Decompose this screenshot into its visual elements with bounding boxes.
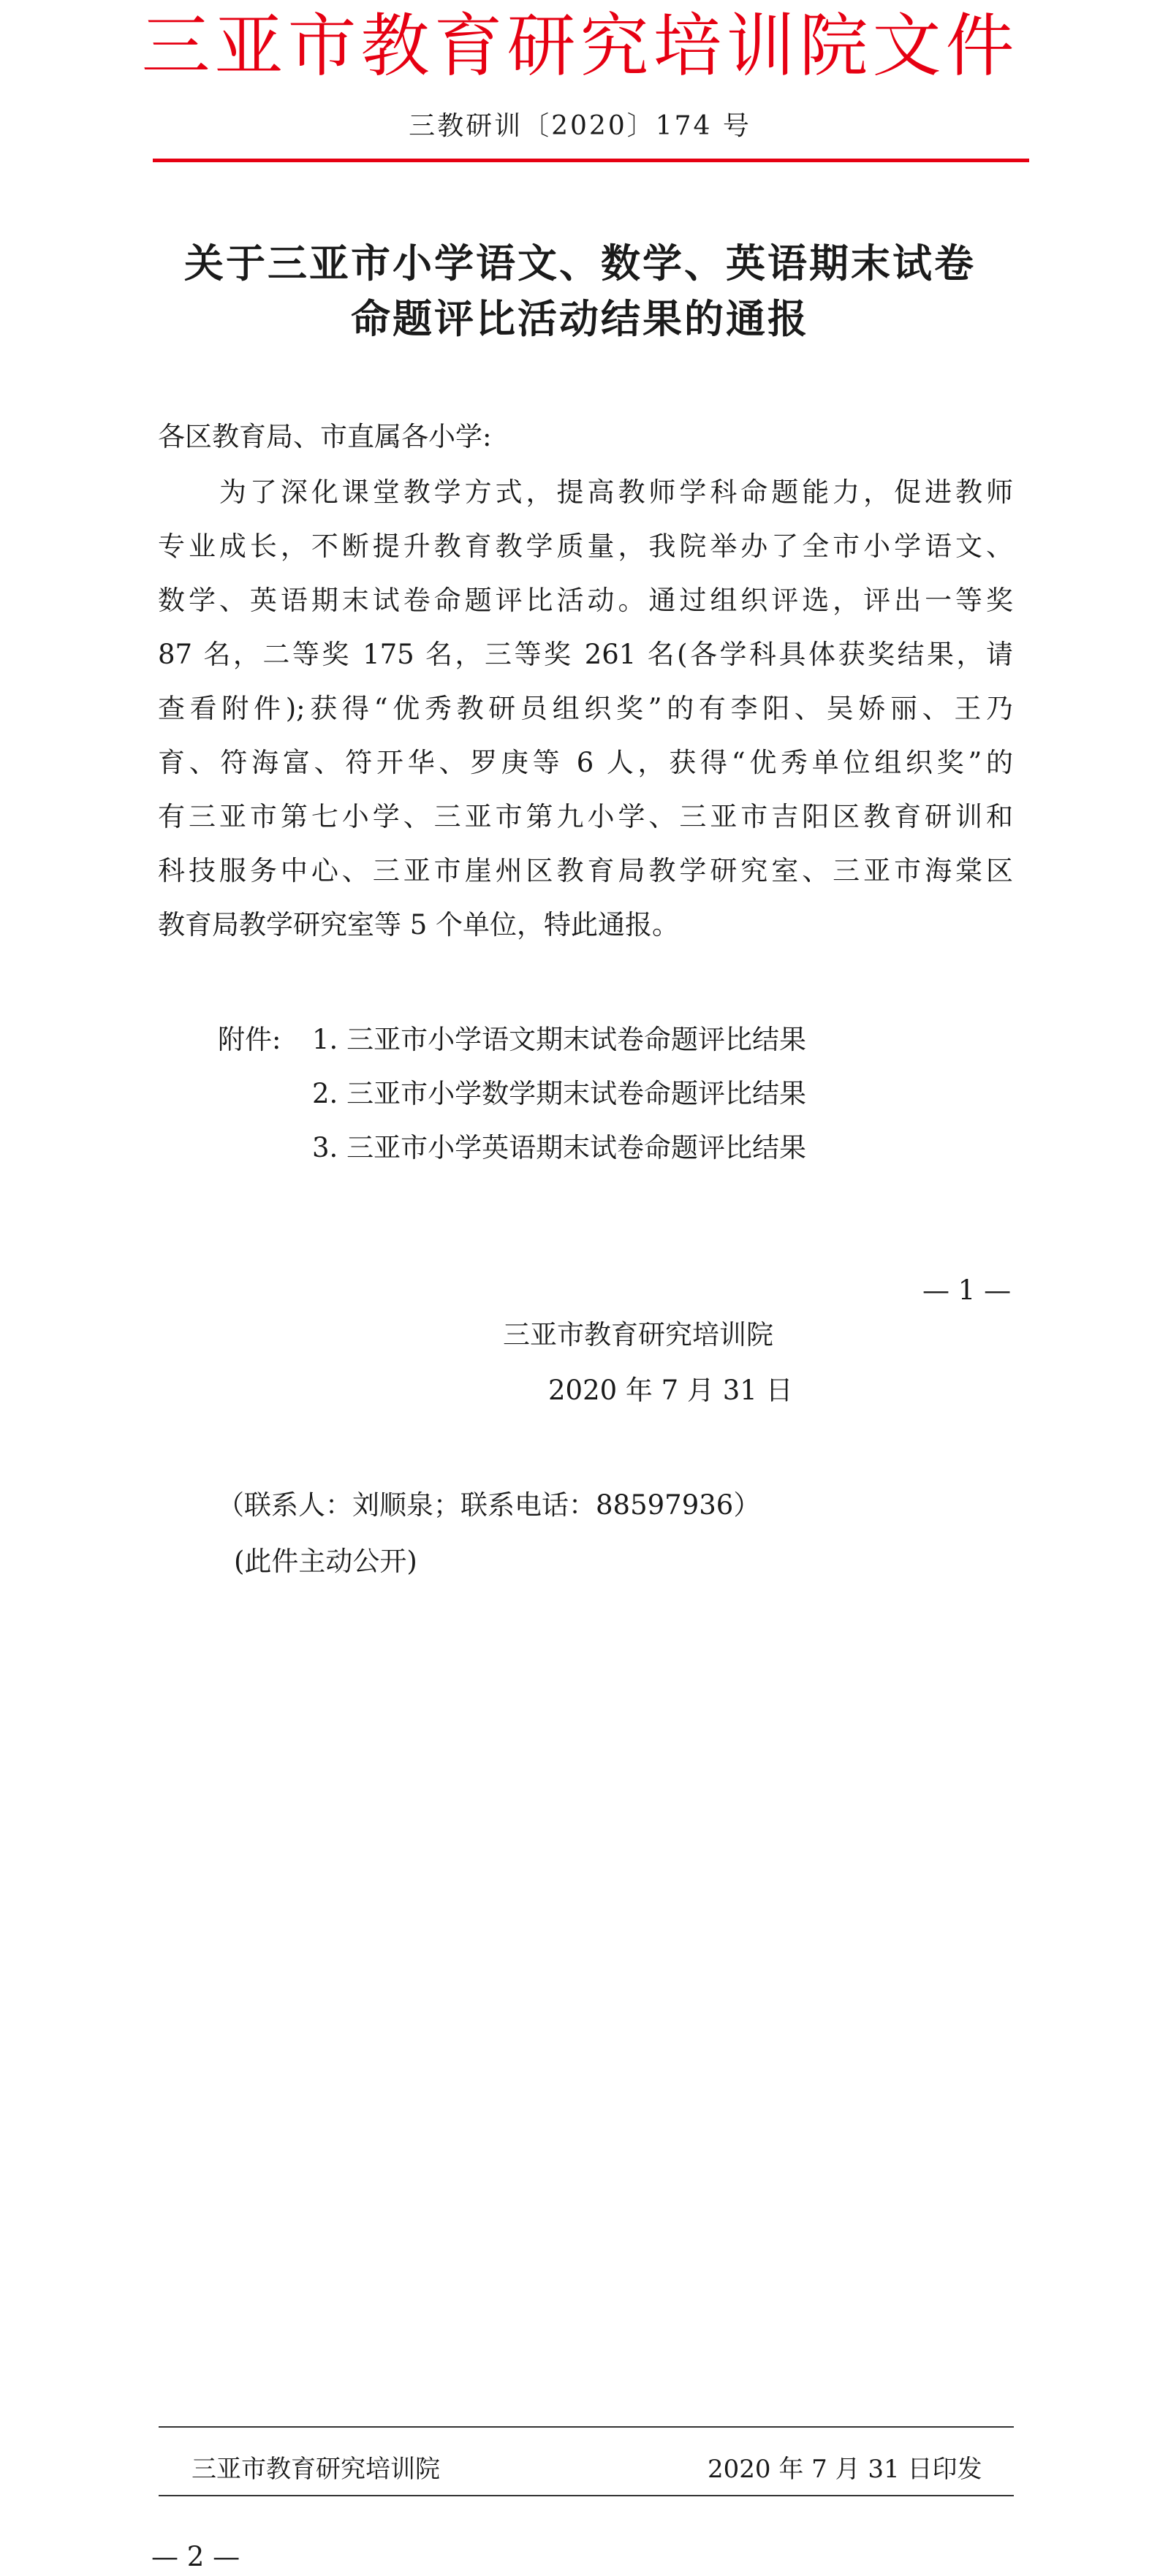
body-paragraph-line: 有三亚市第七小学、三亚市第九小学、三亚市吉阳区教育研训和: [158, 801, 1013, 832]
body-paragraph-line: 87 名，二等奖 175 名，三等奖 261 名(各学科具体获奖结果，请: [158, 639, 1013, 670]
footer-bottom-divider: [159, 2495, 1014, 2496]
document-number: 三教研训〔2020〕174 号: [409, 111, 751, 141]
signature-organization: 三亚市教育研究培训院: [503, 1319, 773, 1350]
body-paragraph-line: 查看附件);获得“优秀教研员组织奖”的有李阳、吴娇丽、王乃: [158, 693, 1013, 724]
body-paragraph-line: 专业成长，不断提升教育教学质量，我院举办了全市小学语文、: [158, 531, 1013, 562]
body-paragraph-line: 数学、英语期末试卷命题评比活动。通过组织评选，评出一等奖: [158, 585, 1013, 616]
page-number-1: — 1 —: [922, 1274, 1012, 1306]
attachment-item: 3. 三亚市小学英语期末试卷命题评比结果: [312, 1132, 807, 1163]
document-title-line-2: 命题评比活动结果的通报: [351, 295, 809, 342]
attachment-item: 2. 三亚市小学数学期末试卷命题评比结果: [312, 1078, 807, 1109]
attachments-label: 附件:: [218, 1024, 281, 1055]
page-number-2: — 2 —: [151, 2541, 240, 2572]
body-paragraph-line: 教育局教学研究室等 5 个单位，特此通报。: [158, 909, 680, 941]
disclosure-note: (此件主动公开): [234, 1546, 417, 1577]
body-paragraph-line: 育、符海富、符开华、罗庚等 6 人，获得“优秀单位组织奖”的: [158, 747, 1013, 778]
document-title-line-1: 关于三亚市小学语文、数学、英语期末试卷: [184, 240, 976, 286]
attachment-item: 1. 三亚市小学语文期末试卷命题评比结果: [312, 1024, 807, 1055]
footer-top-divider: [159, 2426, 1014, 2428]
footer-issue-date: 2020 年 7 月 31 日印发: [708, 2455, 982, 2484]
salutation: 各区教育局、市直属各小学:: [158, 421, 492, 452]
body-paragraph-line: 为了深化课堂教学方式，提高教师学科命题能力，促进教师: [158, 476, 1013, 508]
footer-issuer: 三亚市教育研究培训院: [192, 2455, 440, 2484]
body-paragraph-line: 科技服务中心、三亚市崖州区教育局教学研究室、三亚市海棠区: [158, 855, 1013, 886]
header-red-divider: [153, 159, 1029, 162]
document-header-title: 三亚市教育研究培训院文件: [141, 7, 1019, 86]
signature-date: 2020 年 7 月 31 日: [548, 1375, 793, 1406]
contact-info: （联系人：刘顺泉；联系电话：88597936）: [217, 1489, 761, 1521]
